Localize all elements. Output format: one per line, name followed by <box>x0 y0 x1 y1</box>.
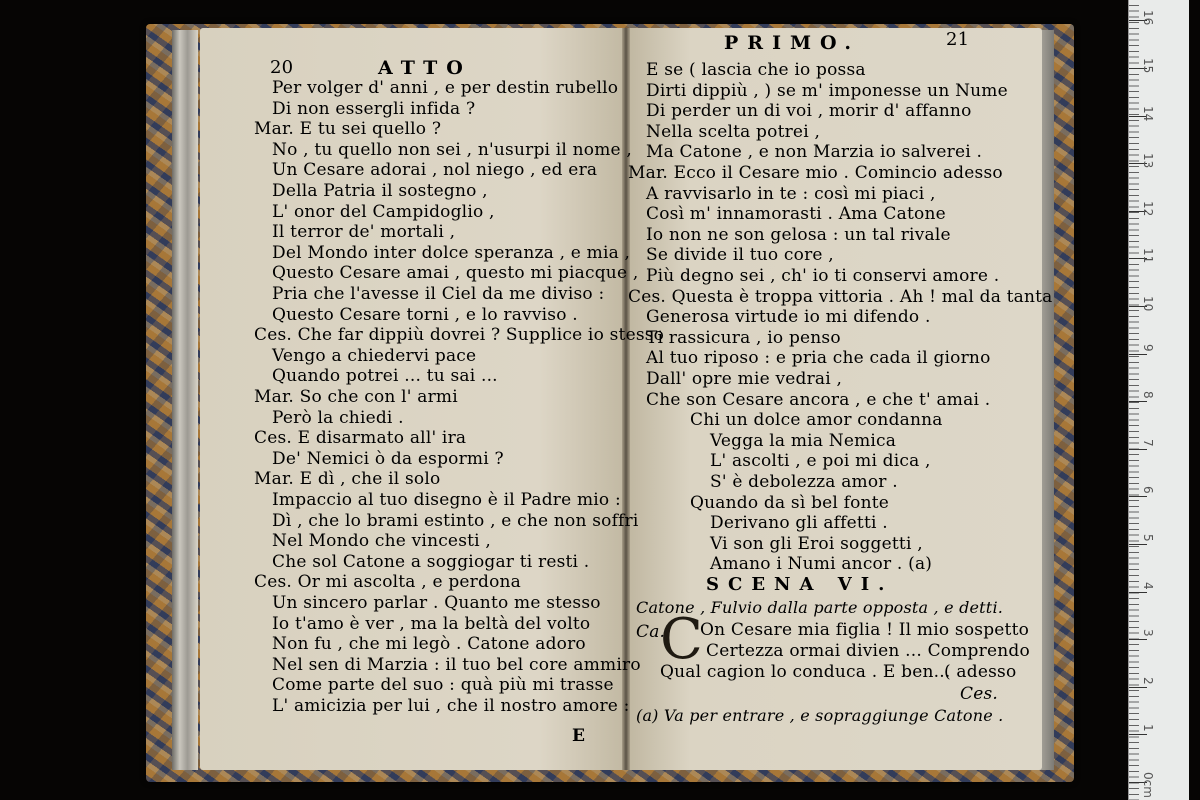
left-line: Il terror de' mortali , <box>272 222 456 243</box>
speaker-label: Ces. <box>960 684 998 704</box>
left-line: Un sincero parlar . Quanto me stesso <box>272 593 601 613</box>
ruler-label: 2 <box>1141 676 1155 685</box>
right-line: L' ascolti , e poi mi dica , <box>710 451 931 472</box>
ruler-label: 12 <box>1141 200 1155 217</box>
right-line: Chi un dolce amor condanna <box>690 410 943 431</box>
left-line: Pria che l'avesse il Ciel da me diviso : <box>272 284 605 304</box>
right-line: Mar. Ecco il Cesare mio . Comincio adesso <box>628 163 1003 183</box>
ruler-cm-tick <box>1129 544 1147 545</box>
left-line: Nel Mondo che vincesti , <box>272 531 491 552</box>
right-line: Di perder un di voi , morir d' affanno <box>646 101 972 122</box>
right-line: A ravvisarlo in te : così mi piaci , <box>646 183 936 204</box>
left-line: Mar. E dì , che il solo <box>254 469 441 490</box>
right-line: Nella scelta potrei , <box>646 121 821 142</box>
right-line: Al tuo riposo : e pria che cada il giorno <box>646 348 991 369</box>
left-line: Vengo a chiedervi pace <box>272 345 477 366</box>
right-line: Ma Catone , e non Marzia io salverei . <box>646 142 983 163</box>
left-line: Per volger d' anni , e per destin rubello <box>272 78 619 98</box>
left-line: Un Cesare adorai , nol niego , ed era <box>272 160 598 181</box>
ruler-label: 9 <box>1141 343 1155 352</box>
left-line: Questo Cesare torni , e lo ravviso . <box>272 304 578 325</box>
left-line: L' onor del Campidoglio , <box>272 201 495 222</box>
right-line: Che son Cesare ancora , e che t' amai . <box>646 389 991 410</box>
scene-line: Qual cagion lo conduca . E ben... <box>660 662 951 682</box>
catchword: E <box>572 726 586 746</box>
ruler-label: 3 <box>1141 629 1155 637</box>
left-page-edges <box>172 30 198 770</box>
ruler-label: 4 <box>1141 581 1155 590</box>
left-line: Dì , che lo brami estinto , e che non soffri <box>272 510 639 531</box>
left-line: Di non essergli infida ? <box>272 98 476 119</box>
left-page-number: 20 <box>270 57 294 78</box>
left-line: Però la chiedi . <box>272 407 404 428</box>
ruler-cm-tick <box>1129 354 1147 355</box>
right-line: Così m' innamorasti . Ama Catone <box>646 204 946 225</box>
left-line: Che sol Catone a soggiogar ti resti . <box>272 551 590 572</box>
right-line: Generosa virtude io mi difendo . <box>646 307 931 328</box>
right-running-head: PRIMO. <box>724 32 861 54</box>
left-line: Ces. Or mi ascolta , e perdona <box>254 572 521 593</box>
ruler-label: 5 <box>1141 534 1155 542</box>
right-line: Vi son gli Eroi soggetti , <box>710 533 923 554</box>
right-line: Derivano gli affetti . <box>710 513 888 534</box>
ruler-label: 16 <box>1141 10 1155 26</box>
left-line: Io t'amo è ver , ma la beltà del volto <box>272 613 591 634</box>
ruler-label: 14 <box>1141 105 1155 121</box>
right-line: E se ( lascia che io possa <box>646 60 866 80</box>
left-line: No , tu quello non sei , n'usurpi il nome , <box>272 139 633 160</box>
left-line: Della Patria il sostegno , <box>272 181 488 201</box>
left-line: Ces. E disarmato all' ira <box>254 428 467 449</box>
drop-cap: C <box>660 607 703 672</box>
ruler-label: 7 <box>1141 438 1155 447</box>
right-line: Più degno sei , ch' io ti conservi amore . <box>646 266 1000 286</box>
ruler-label: 13 <box>1141 153 1155 169</box>
left-line: Impaccio al tuo disegno è il Padre mio : <box>272 490 621 510</box>
ruler-label: 10 <box>1141 296 1155 312</box>
right-line: Io non ne son gelosa : un tal rivale <box>646 224 951 245</box>
ruler-label: 0cm <box>1141 772 1155 798</box>
left-line: L' amicizia per lui , che il nostro amore : <box>272 696 630 716</box>
ruler-label: 8 <box>1141 391 1155 399</box>
ruler-cm-tick <box>1129 449 1147 450</box>
ruler-label: 15 <box>1141 58 1155 74</box>
right-line: S' è debolezza amor . <box>710 472 898 492</box>
ruler-cm-tick <box>1129 687 1147 688</box>
ruler-label: 11 <box>1141 248 1155 264</box>
footnote: (a) Va per entrare , e sopraggiunge Catone . <box>636 706 1004 725</box>
ruler-cm-tick <box>1129 592 1147 593</box>
right-line: Ti rassicura , io penso <box>646 327 841 348</box>
right-line: Vegga la mia Nemica <box>710 430 897 451</box>
left-line: Ces. Che far dippiù dovrei ? Supplice io stesso <box>254 325 665 346</box>
right-line: Amano i Numi ancor . (a) <box>710 554 933 575</box>
left-line: Nel sen di Marzia : il tuo bel core ammiro <box>272 654 641 675</box>
scene-line: Certezza ormai divien ... Comprendo <box>706 641 1030 661</box>
ruler-cm-tick <box>1129 639 1147 640</box>
scene-line: ( adesso <box>944 662 1017 682</box>
right-line: Dirti dippiù , ) se m' imponesse un Nume <box>646 80 1008 101</box>
speaker-label: Ca. <box>636 622 666 642</box>
left-running-head: ATTO <box>378 57 472 79</box>
left-line: Mar. So che con l' armi <box>254 387 458 407</box>
left-line: Non fu , che mi legò . Catone adoro <box>272 634 586 655</box>
right-page-number: 21 <box>946 29 970 50</box>
right-line: Se divide il tuo core , <box>646 245 834 266</box>
left-line: De' Nemici ò da espormi ? <box>272 448 504 469</box>
measuring-ruler <box>1128 0 1189 800</box>
left-line: Del Mondo inter dolce speranza , e mia , <box>272 242 631 263</box>
left-line: Come parte del suo : quà più mi trasse <box>272 675 614 696</box>
scene-line: On Cesare mia figlia ! Il mio sospetto <box>700 620 1030 640</box>
ruler-cm-tick <box>1129 734 1147 735</box>
left-line: Quando potrei ... tu sai ... <box>272 366 498 387</box>
ruler-cm-tick <box>1129 496 1147 497</box>
left-line: Mar. E tu sei quello ? <box>254 119 442 140</box>
ruler-label: 1 <box>1141 724 1155 733</box>
right-line: Quando da sì bel fonte <box>690 492 890 513</box>
left-line: Questo Cesare amai , questo mi piacque , <box>272 263 639 284</box>
scene-heading: SCENA VI. <box>706 574 894 595</box>
right-line: Ces. Questa è troppa vittoria . Ah ! mal da tanta <box>628 286 1053 307</box>
ruler-label: 6 <box>1141 486 1155 495</box>
ruler-cm-tick <box>1129 401 1147 402</box>
stage-direction: Catone , Fulvio dalla parte opposta , e detti. <box>636 598 1004 617</box>
right-line: Dall' opre mie vedrai , <box>646 369 843 389</box>
